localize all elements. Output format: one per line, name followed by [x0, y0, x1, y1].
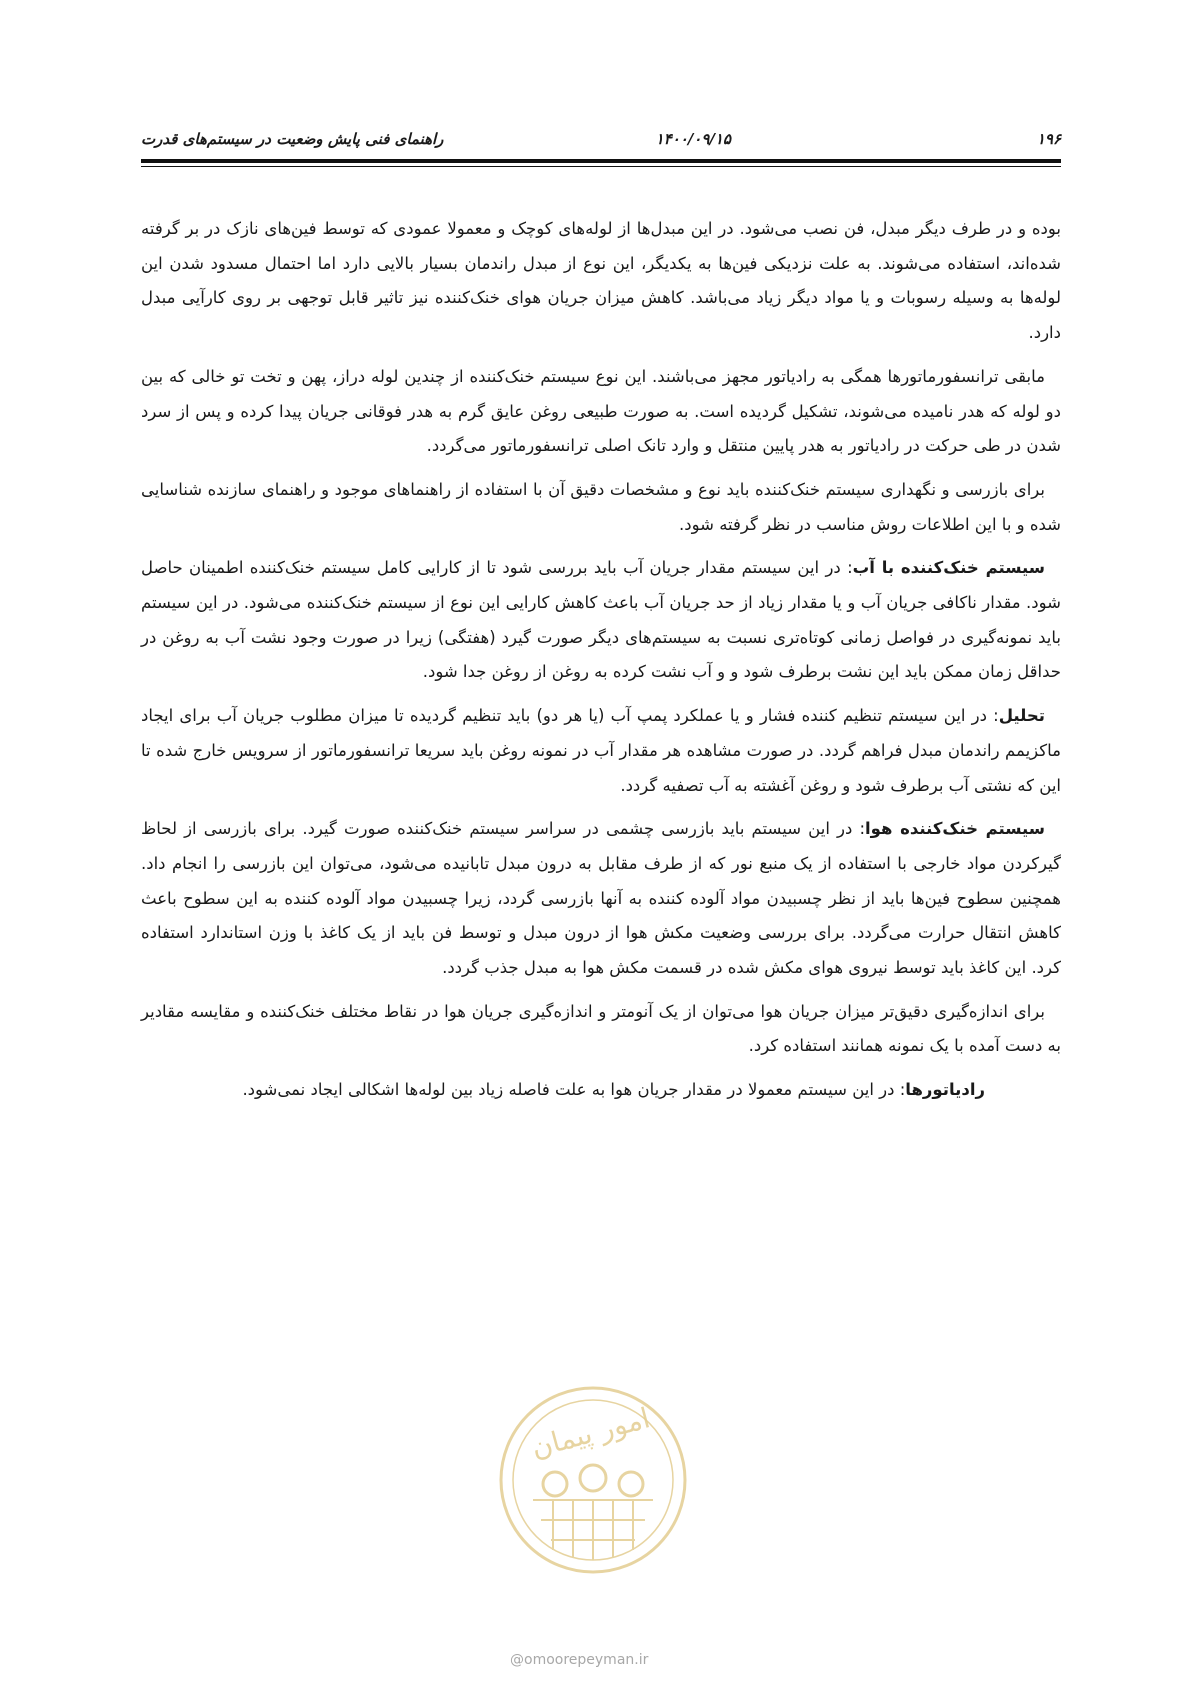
paragraph-anemometer: برای اندازه‌گیری دقیق‌تر میزان جریان هوا می‌توان از یک آنومتر و اندازه‌گیری جریان هوا در نقاط مختلف خنک‌کننده و مقایسه مقادیر به دست آمده با یک نمونه همانند استفاده کرد.	[141, 1001, 1061, 1056]
paragraph-radiators: رادیاتورها: در این سیستم معمولا در مقدار جریان هوا به علت فاصله زیاد بین لوله‌ها اشکالی ایجاد نمی‌شود.	[242, 1080, 985, 1100]
heading-analysis: تحلیل	[998, 706, 1045, 726]
watermark-logo-text: امور پیمان	[527, 1401, 654, 1465]
paragraph-analysis: تحلیل: در این سیستم تنظیم کننده فشار و یا عملکرد پمپ آب (یا هر دو) باید تنظیم گردیده تا میزان مطلوب جریان آب برای ایجاد ماکزیمم راندمان مبدل فراهم گردد. در صورت مشاهده هر مقدار آب در نمونه روغن باید سریعا ترانسفورماتور از سرویس خارج شده تا این که نشتی آب برطرف شود و روغن آغشته به آب تصفیه گردد.	[141, 706, 1061, 795]
paragraph-2: مابقی ترانسفورماتورها همگی به رادیاتور مجهز می‌باشند. این نوع سیستم خنک‌کننده از چندین لوله دراز، پهن و تخت تو خالی که بین دو لوله که هدر نامیده می‌شوند، تشکیل گردیده است. به صورت طبیعی روغن عایق گرم به هدر فوقانی جریان پیدا کرده و پس از سرد شدن در طی حرکت در رادیاتور به هدر پایین منتقل و وارد تانک اصلی ترانسفورماتور می‌گردد.	[141, 366, 1061, 456]
watermark-logo	[493, 1380, 693, 1580]
paragraph-3: برای بازرسی و نگهداری سیستم خنک‌کننده باید نوع و مشخصات دقیق آن با استفاده از راهنماهای موجود و راهنمای سازنده شناسایی شده و با این اطلاعات روش مناسب در نظر گرفته شود.	[141, 479, 1061, 534]
watermark-url: @omoorepeyman.ir	[510, 1652, 649, 1668]
header-rule-thin	[141, 166, 1061, 167]
paragraph-1: بوده و در طرف دیگر مبدل، فن نصب می‌شود. در این مبدل‌ها از لوله‌های کوچک و معمولا عمودی که توسط فین‌های نازک در بر گرفته شده‌اند، استفاده می‌شوند. به علت نزدیکی فین‌ها به یکدیگر، این نوع از مبدل راندمان بسیار بالایی دارد اما احتمال مسدود شدن این لوله‌ها به وسیله رسوبات و یا مواد دیگر زیاد می‌باشد. کاهش میزان جریان هوای خنک‌کننده نیز تاثیر قابل توجهی بر روی کارآیی مبدل دارد.	[141, 219, 1061, 343]
header-date: ۱۴۰۰/۰۹/۱۵	[655, 130, 731, 148]
paragraph-water-cooling: سیستم خنک‌کننده با آب: در این سیستم مقدار جریان آب باید بررسی شود تا از کارایی کامل سیستم خنک‌کننده اطمینان حاصل شود. مقدار ناکافی جریان آب و یا مقدار زیاد از حد جریان آب باعث کاهش کارایی این نوع از سیستم خنک‌کننده می‌شود. در این سیستم باید نمونه‌گیری در فواصل زمانی کوتاه‌تری نسبت به سیستم‌های دیگر صورت گیرد (هفتگی) زیرا در صورت وجود نشت آب به روغن در حداقل زمان ممکن باید این نشت برطرف شود و و آب نشت کرده به روغن از روغن جدا شود.	[141, 558, 1061, 682]
heading-water-cooling: سیستم خنک‌کننده با آب	[852, 558, 1045, 578]
paragraph-air-cooling: سیستم خنک‌کننده هوا: در این سیستم باید بازرسی چشمی در سراسر سیستم خنک‌کننده صورت گیرد. برای بازرسی از لحاظ گیرکردن مواد خارجی با استفاده از یک منبع نور که از طرف مقابل به درون مبدل تابانیده می‌شود، می‌توان این بازرسی را انجام داد. همچنین سطوح فین‌ها باید از نظر چسبیدن مواد آلوده کننده به آنها بازرسی گردد، زیرا چسبیدن مواد آلوده کننده به این سطوح باعث کاهش انتقال حرارت می‌گردد. برای بررسی وضعیت مکش هوا از درون مبدل و توسط فن باید از یک کاغذ با وزن استاندارد استفاده کرد. این کاغذ باید توسط نیروی هوای مکش شده در قسمت مکش هوا به مبدل جذب گردد.	[141, 819, 1061, 978]
page-number: ۱۹۶	[1036, 130, 1061, 148]
header-title: راهنمای فنی پایش وضعیت در سیستم‌های قدرت	[141, 130, 444, 148]
heading-radiators: رادیاتورها	[905, 1080, 985, 1100]
heading-air-cooling: سیستم خنک‌کننده هوا	[865, 819, 1046, 839]
page-header	[141, 124, 1061, 156]
body-text	[141, 212, 1061, 1117]
header-rule-thick	[141, 159, 1061, 163]
